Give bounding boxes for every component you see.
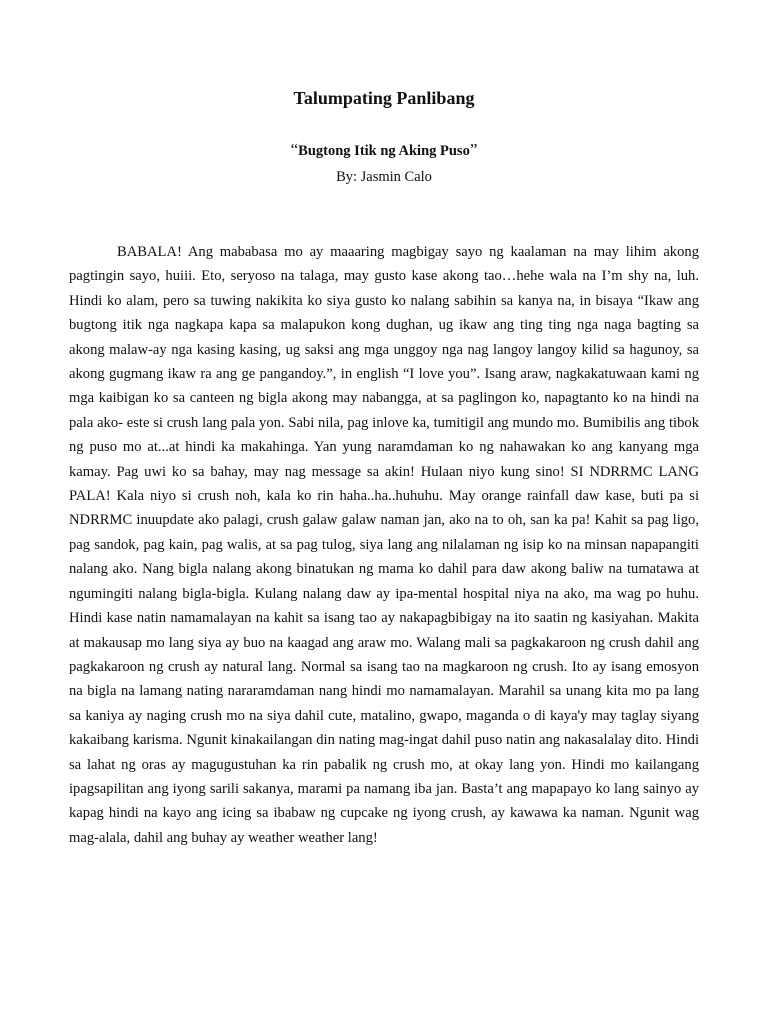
document-title: Talumpating Panlibang	[293, 88, 475, 108]
author-byline: By: Jasmin Calo	[336, 169, 432, 185]
body-paragraph: BABALA! Ang mababasa mo ay maaaring magbigay sayo ng kaalaman na may lihim akong pagtingin sayo, huiii. Eto, seryoso na talaga, may gusto kase akong tao…hehe wala na I’m shy na, luh. Hindi ko alam, pero sa tuwing nakikita ko siya gusto ko nalang sabihin sa kanya na, in bisaya “Ikaw ang bugtong itik nga nagkapa kapa sa malapukon kong dughan, ug ikaw ang ting ting nga naga bagting sa akong malaw-ay nga kasing kasing, ug saksi ang mga unggoy nga nag langoy langoy kilid sa hagunoy, sa akong gugmang ikaw ra ang ge pangandoy.”, in english “I love you”. Isang araw, nagkakatuwaan kami ng mga kaibigan ko sa canteen ng bigla akong may nabangga, at sa paglingon ko, napagtanto ko na hindi na pala ako- este si crush lang pala yon. Sabi nila, pag inlove ka, tumitigil ang mundo mo. Bumibilis ang tibok ng puso mo at...at hindi ka makahinga. Yan yung naramdaman ko ng nahawakan ko ang kanyang mga kamay. Pag uwi ko sa bahay, may nag message sa akin! Hulaan niyo kung sino! SI NDRRMC LANG PALA! Kala niyo si crush noh, kala ko rin haha..ha..huhuhu. May orange rainfall daw kase, buti pa si NDRRMC inuupdate ako palagi, crush galaw galaw naman jan, ako na to oh, san ka pa! Kahit sa pag ligo, pag sandok, pag kain, pag walis, at sa pag tulog, siya lang ang nilalaman ng isip ko na minsan napapangiti nalang ako. Nang bigla nalang akong binatukan ng mama ko dahil para daw akong baliw na tumatawa at ngumingiti nalang bigla-bigla. Kulang nalang daw ay ipa-mental hospital niya na ako, ma wag po huhu. Hindi kase natin namamalayan na kahit sa isang tao ay nakapagbibigay na ito saatin ng kasiyahan. Makita at makausap mo lang siya ay buo na kaagad ang araw mo. Walang mali sa pagkakaroon ng crush dahil ang pagkakaroon ng crush ay natural lang. Normal sa isang tao na magkaroon ng crush. Ito ay isang emosyon na bigla na lamang nating nararamdaman nang hindi mo namamalayan. Marahil sa unang kita mo pa lang sa kaniya ay naging crush mo na siya dahil cute, matalino, gwapo, maganda o di kaya'y may taglay siyang kakaibang karisma. Ngunit kinakailangan din nating mag-ingat dahil puso natin ang nakasalalay dito. Hindi sa lahat ng oras ay magugustuhan ka rin pabalik ng crush mo, at okay lang yon. Hindi mo kailangang ipagsapilitan ang iyong sarili sakanya, marami pa namang iba jan. Basta’t ang mapapayo ko lang sainyo ay kapag hindi na kayo ang icing sa ibabaw ng cupcake ng iyong crush, ay kawawa ka naman. Ngunit wag mag-alala, dahil ang buhay ay weather weather lang!	[69, 244, 699, 846]
open-quote: “	[290, 140, 299, 159]
speech-title	[0, 140, 768, 161]
close-quote: ”	[469, 140, 478, 159]
speech-title-text: Bugtong Itik ng Aking Puso	[298, 143, 470, 159]
